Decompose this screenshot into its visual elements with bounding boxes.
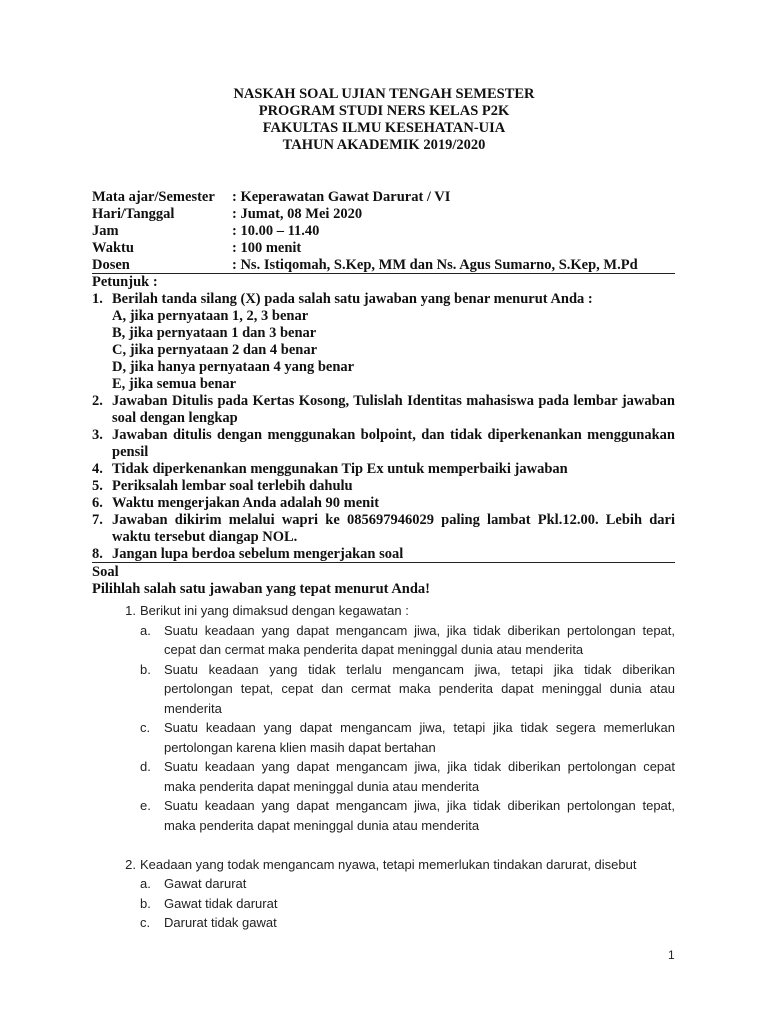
meta-label: Waktu bbox=[92, 240, 134, 256]
option-text: Gawat tidak darurat bbox=[164, 895, 278, 911]
instructions bbox=[92, 274, 675, 563]
meta-row bbox=[92, 206, 675, 223]
instruction-number: 6. bbox=[92, 495, 103, 511]
divider bbox=[92, 562, 675, 563]
instruction-number: 4. bbox=[92, 461, 103, 477]
meta-value: : Jumat, 08 Mei 2020 bbox=[232, 206, 363, 222]
instruction-item bbox=[92, 495, 675, 512]
instruction-text: Jawaban Ditulis pada Kertas Kosong, Tulislah Identitas mahasiswa pada lembar jawaban soal dengan lengkap bbox=[112, 393, 675, 426]
answer-option bbox=[140, 874, 675, 894]
answer-option bbox=[140, 894, 675, 914]
instruction-item bbox=[92, 393, 675, 427]
instruction-text: Jawaban ditulis dengan menggunakan bolpoint, dan tidak diperkenankan menggunakan pensil bbox=[112, 427, 675, 460]
answer-option bbox=[140, 913, 675, 933]
header-title: NASKAH SOAL UJIAN TENGAH SEMESTER bbox=[233, 86, 535, 102]
option-letter: b. bbox=[140, 895, 151, 911]
instruction-number: 8. bbox=[92, 546, 103, 562]
option-list bbox=[140, 621, 675, 836]
instruction-item bbox=[92, 478, 675, 495]
questions-title: Soal bbox=[92, 564, 119, 580]
option-text: Suatu keadaan yang dapat mengancam jiwa, tetapi jika tidak segera memerlukan pertolongan karena klien masih dapat bertahan bbox=[164, 720, 675, 755]
answer-option bbox=[140, 660, 675, 719]
meta-value: : 10.00 – 11.40 bbox=[232, 223, 320, 239]
header-faculty: FAKULTAS ILMU KESEHATAN-UIA bbox=[262, 120, 506, 136]
instruction-option: C, jika pernyataan 2 dan 4 benar bbox=[112, 342, 318, 358]
option-letter: c. bbox=[140, 915, 151, 930]
question-number: 2. bbox=[125, 856, 136, 872]
instruction-text: Berilah tanda silang (X) pada salah satu jawaban yang benar menurut Anda : bbox=[112, 291, 593, 307]
instruction-item bbox=[92, 512, 675, 546]
option-letter: e. bbox=[140, 798, 151, 813]
instruction-number: 2. bbox=[92, 393, 103, 409]
option-letter: a. bbox=[140, 622, 151, 638]
answer-option bbox=[140, 796, 675, 835]
answer-option bbox=[140, 718, 675, 757]
option-text: Suatu keadaan yang dapat mengancam jiwa, jika tidak diberikan pertolongan tepat, cepat dan cermat maka penderita dapat meninggal dunia atau menderita bbox=[164, 622, 675, 657]
meta-row bbox=[92, 189, 675, 206]
instructions-title: Petunjuk : bbox=[92, 274, 158, 290]
instruction-number: 3. bbox=[92, 427, 103, 443]
instruction-text: Periksalah lembar soal terlebih dahulu bbox=[112, 478, 353, 494]
meta-row bbox=[92, 223, 675, 240]
question-text: Keadaan yang todak mengancam nyawa, tetapi memerlukan tindakan darurat, disebut bbox=[140, 856, 637, 872]
instruction-item bbox=[92, 291, 675, 308]
meta-row bbox=[92, 257, 675, 274]
meta-label: Mata ajar/Semester bbox=[92, 189, 215, 205]
spacer bbox=[92, 835, 675, 855]
instruction-option: A, jika pernyataan 1, 2, 3 benar bbox=[112, 308, 309, 324]
option-text: Suatu keadaan yang dapat mengancam jiwa, jika tidak diberikan pertolongan tepat, maka penderita dapat meninggal dunia atau menderita bbox=[164, 798, 675, 833]
page-number: 1 bbox=[668, 948, 675, 962]
question-list bbox=[92, 601, 675, 933]
meta-row bbox=[92, 240, 675, 257]
option-letter: d. bbox=[140, 759, 151, 774]
header-year: TAHUN AKADEMIK 2019/2020 bbox=[282, 137, 486, 153]
instruction-item bbox=[92, 546, 675, 563]
question-number: 1. bbox=[125, 603, 136, 618]
instruction-option: E, jika semua benar bbox=[112, 376, 237, 392]
instruction-number: 1. bbox=[92, 291, 103, 307]
instruction-text: Jangan lupa berdoa sebelum mengerjakan soal bbox=[112, 546, 404, 562]
instruction-number: 5. bbox=[92, 478, 103, 494]
exam-meta bbox=[92, 189, 675, 274]
instruction-text: Jawaban dikirim melalui wapri ke 085697946029 paling lambat Pkl.12.00. Lebih dari waktu tersebut diangap NOL. bbox=[112, 512, 675, 545]
answer-option bbox=[140, 621, 675, 660]
questions-instruction: Pilihlah salah satu jawaban yang tepat menurut Anda! bbox=[92, 581, 430, 597]
instruction-option: D, jika hanya pernyataan 4 yang benar bbox=[112, 359, 355, 375]
option-text: Suatu keadaan yang dapat mengancam jiwa, jika tidak diberikan pertolongan cepat maka penderita dapat meninggal dunia atau menderita bbox=[164, 759, 675, 794]
instruction-item bbox=[92, 461, 675, 478]
option-text: Suatu keadaan yang tidak terlalu mengancam jiwa, tetapi jika tidak diberikan pertolongan tepat, cepat dan cermat maka penderita dapat meninggal dunia atau menderita bbox=[164, 661, 675, 716]
meta-label: Hari/Tanggal bbox=[92, 206, 175, 222]
option-letter: c. bbox=[140, 720, 151, 735]
question bbox=[92, 601, 675, 621]
instruction-number: 7. bbox=[92, 512, 103, 528]
question bbox=[92, 855, 675, 875]
meta-value: : Ns. Istiqomah, S.Kep, MM dan Ns. Agus Sumarno, S.Kep, M.Pd bbox=[232, 257, 638, 273]
option-text: Gawat darurat bbox=[164, 876, 247, 891]
option-text: Darurat tidak gawat bbox=[164, 915, 277, 930]
option-letter: a. bbox=[140, 876, 151, 891]
instruction-item bbox=[92, 427, 675, 461]
questions-header bbox=[92, 564, 675, 598]
question-text: Berikut ini yang dimaksud dengan kegawatan : bbox=[140, 603, 409, 618]
instruction-text: Waktu mengerjakan Anda adalah 90 menit bbox=[112, 495, 380, 511]
header-program: PROGRAM STUDI NERS KELAS P2K bbox=[258, 103, 510, 119]
meta-value: : Keperawatan Gawat Darurat / VI bbox=[232, 189, 451, 205]
meta-label: Dosen bbox=[92, 257, 130, 273]
instruction-option: B, jika pernyataan 1 dan 3 benar bbox=[112, 325, 317, 341]
meta-label: Jam bbox=[92, 223, 119, 239]
instruction-text: Tidak diperkenankan menggunakan Tip Ex untuk memperbaiki jawaban bbox=[112, 461, 568, 477]
meta-value: : 100 menit bbox=[232, 240, 302, 256]
answer-option bbox=[140, 757, 675, 796]
option-list bbox=[140, 874, 675, 933]
option-letter: b. bbox=[140, 661, 151, 677]
document-header bbox=[0, 86, 768, 154]
